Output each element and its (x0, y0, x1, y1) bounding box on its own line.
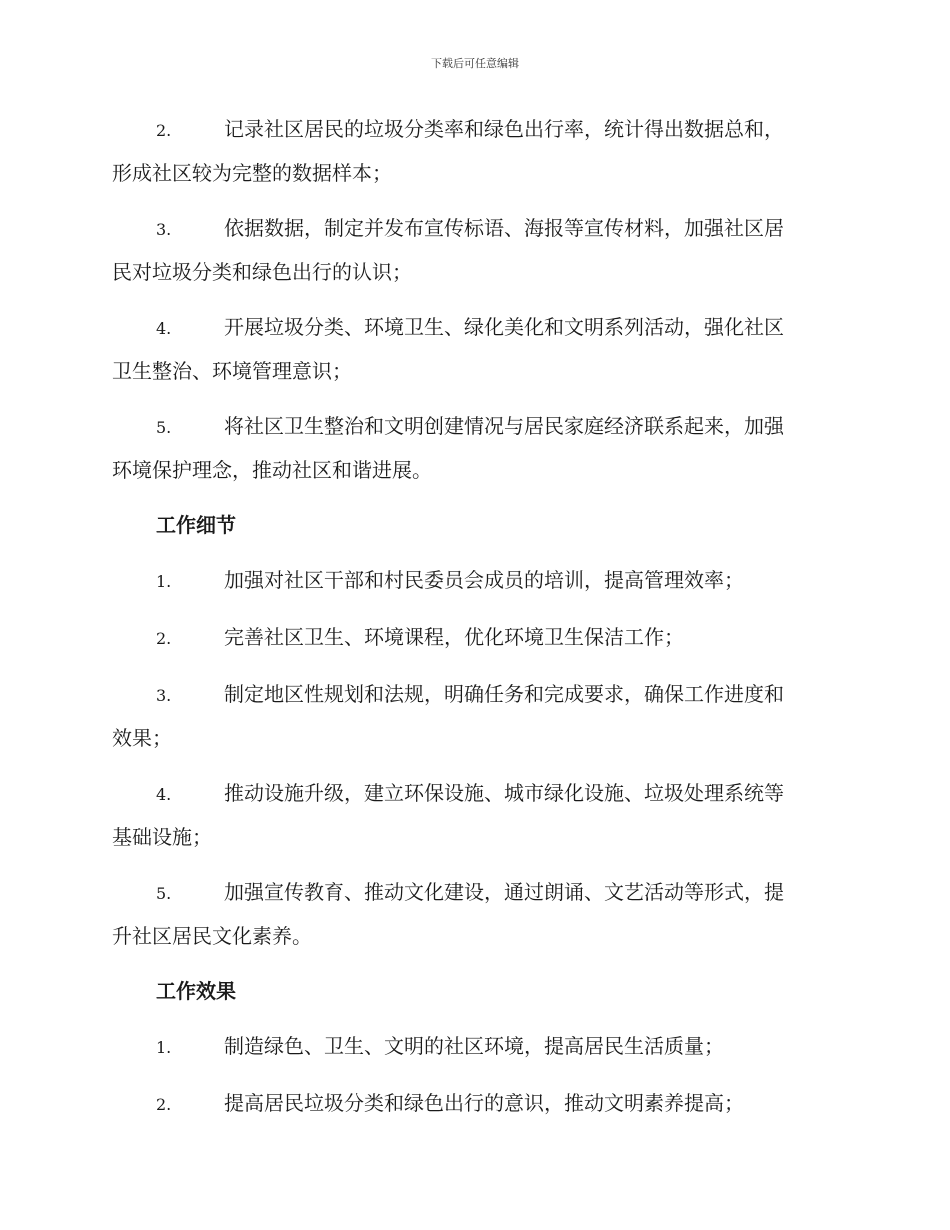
item-text: 将社区卫生整治和文明创建情况与居民家庭经济联系起来，加强 (224, 414, 784, 438)
item-text: 完善社区卫生、环境课程，优化环境卫生保洁工作； (224, 625, 684, 649)
item-text-continued: 升社区居民文化素养。 (112, 924, 312, 948)
item-number: 4. (156, 319, 172, 338)
item-number: 3. (156, 686, 172, 705)
item-number: 3. (156, 220, 172, 239)
list-item (112, 871, 834, 957)
item-text-continued: 环境保护理念，推动社区和谐进展。 (112, 458, 432, 482)
section-heading-effects: 工作效果 (156, 979, 236, 1003)
item-text: 制定地区性规划和法规，明确任务和完成要求，确保工作进度和 (224, 682, 784, 706)
item-text: 提高居民垃圾分类和绿色出行的意识，推动文明素养提高； (224, 1091, 744, 1115)
list-item (112, 559, 834, 603)
item-text: 加强宣传教育、推动文化建设，通过朗诵、文艺活动等形式，提 (224, 880, 784, 904)
list-item (112, 207, 834, 293)
list-item (112, 306, 834, 392)
document-body (112, 108, 834, 1139)
item-text-continued: 形成社区较为完整的数据样本； (112, 161, 392, 185)
item-number: 2. (156, 629, 172, 648)
item-number: 2. (156, 121, 172, 140)
item-text: 依据数据，制定并发布宣传标语、海报等宣传材料，加强社区居 (224, 216, 784, 240)
item-text-continued: 效果； (112, 726, 172, 750)
list-item (112, 673, 834, 759)
item-text-continued: 卫生整治、环境管理意识； (112, 359, 352, 383)
item-text-continued: 基础设施； (112, 825, 212, 849)
page-header: 下载后可任意编辑 (431, 57, 519, 70)
item-number: 5. (156, 418, 172, 437)
list-item (112, 772, 834, 858)
list-item (112, 405, 834, 491)
item-text: 记录社区居民的垃圾分类率和绿色出行率，统计得出数据总和， (224, 117, 784, 141)
list-item (112, 616, 834, 660)
item-text-continued: 民对垃圾分类和绿色出行的认识； (112, 260, 412, 284)
list-item (112, 1082, 834, 1126)
list-item (112, 108, 834, 194)
item-number: 2. (156, 1095, 172, 1114)
item-text: 加强对社区干部和村民委员会成员的培训，提高管理效率； (224, 568, 744, 592)
item-text: 制造绿色、卫生、文明的社区环境，提高居民生活质量； (224, 1034, 724, 1058)
item-number: 5. (156, 884, 172, 903)
item-text: 开展垃圾分类、环境卫生、绿化美化和文明系列活动，强化社区 (224, 315, 784, 339)
item-number: 4. (156, 785, 172, 804)
item-number: 1. (156, 1038, 172, 1057)
item-text: 推动设施升级，建立环保设施、城市绿化设施、垃圾处理系统等 (224, 781, 784, 805)
item-number: 1. (156, 572, 172, 591)
list-item (112, 1025, 834, 1069)
section-heading-details: 工作细节 (156, 513, 236, 537)
